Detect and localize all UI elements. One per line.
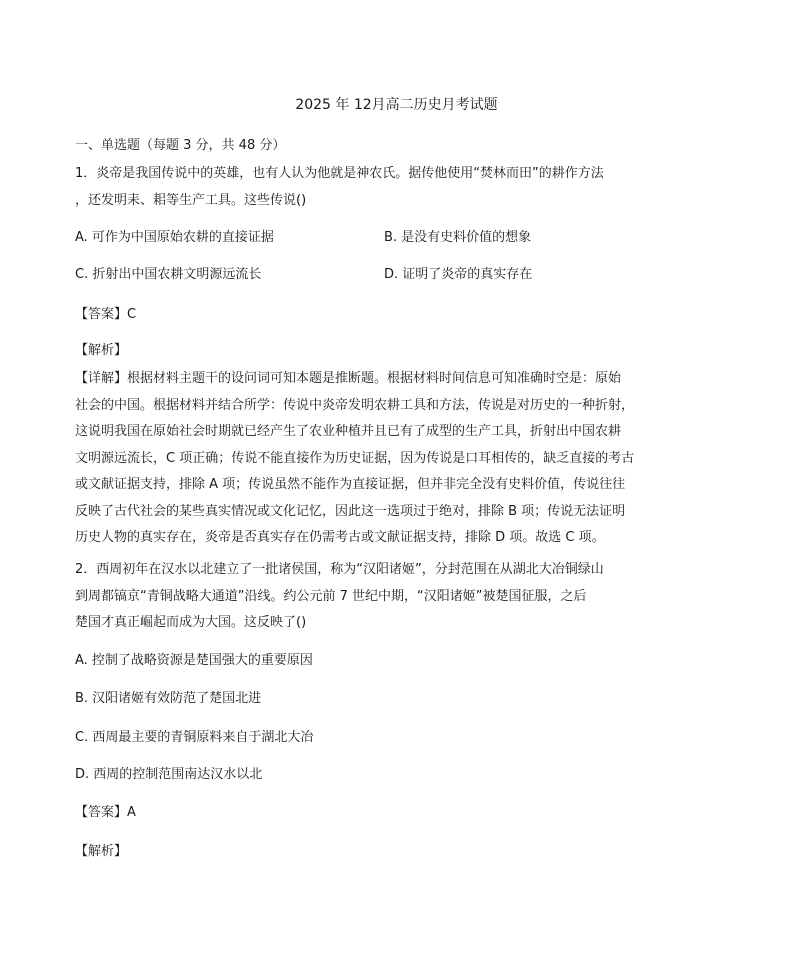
q1-detail-line-1: 【详解】根据材料主题干的设问词可知本题是推断题。根据材料时间信息可知准确时空是：原始 xyxy=(75,371,622,386)
q1-detail xyxy=(75,366,675,552)
q1-answer-value: C xyxy=(127,307,137,322)
q2-stem-line3: 楚国才真正崛起而成为大国。这反映了() xyxy=(75,615,307,630)
q1-detail-line-4: 文明源远流长，C 项正确；传说不能直接作为历史证据，因为传说是口耳相传的，缺乏直接的考古 xyxy=(75,450,635,466)
page-title: 2025 年 12月高二历史月考试题 xyxy=(295,97,498,113)
q2-option-b: B. 汉阳诸姬有效防范了楚国北进 xyxy=(75,691,262,706)
q1-option-b: B. 是没有史料价值的想象 xyxy=(384,230,532,245)
q1-detail-line-3: 这说明我国在原始社会时期就已经产生了农业种植并且已有了成型的生产工具，折射出中国农耕 xyxy=(75,424,622,439)
q2-stem-line2: 到周都镐京“青铜战略大通道”沿线。约公元前 7 世纪中期，“汉阳诸姬”被楚国征服，之后 xyxy=(75,589,587,604)
q2-answer-label: 【答案】 xyxy=(75,805,128,820)
q2-answer-value: A xyxy=(127,805,136,820)
q1-stem-line1: 1．炎帝是我国传说中的英雄，也有人认为他就是神农氏。据传他使用“焚林而田”的耕作方法 xyxy=(75,166,604,181)
q1-detail-label: 【详解】 xyxy=(75,371,128,386)
q1-detail-line-5: 或文献证据支持，排除 A 项；传说虽然不能作为直接证据，但并非完全没有史料价值，传说往往 xyxy=(75,477,626,492)
q2-option-d: D. 西周的控制范围南达汉水以北 xyxy=(75,767,263,782)
q1-option-c: C. 折射出中国农耕文明源远流长 xyxy=(75,267,262,282)
q1-analysis-label: 【解析】 xyxy=(75,343,128,358)
q2-stem-line1: 2．西周初年在汉水以北建立了一批诸侯国，称为“汉阳诸姬”，分封范围在从湖北大冶铜绿山 xyxy=(75,562,604,577)
q1-stem-line2: ，还发明耒、耜等生产工具。这些传说() xyxy=(75,193,307,208)
q1-option-a: A. 可作为中国原始农耕的直接证据 xyxy=(75,230,274,245)
q1-answer xyxy=(75,306,136,324)
q1-option-d: D. 证明了炎帝的真实存在 xyxy=(384,267,533,282)
q2-option-a: A. 控制了战略资源是楚国强大的重要原因 xyxy=(75,653,313,668)
q1-detail-line-2: 社会的中国。根据材料并结合所学：传说中炎帝发明农耕工具和方法，传说是对历史的一种折射， xyxy=(75,397,635,413)
q2-analysis-label: 【解析】 xyxy=(75,844,128,859)
q1-detail-line-6: 反映了古代社会的某些真实情况或文化记忆，因此这一选项过于绝对，排除 B 项；传说无法证明 xyxy=(75,503,626,519)
q2-answer xyxy=(75,804,136,822)
section-heading: 一、单选题（每题 3 分，共 48 分） xyxy=(75,138,286,153)
q1-detail-line-7: 历史人物的真实存在，炎帝是否真实存在仍需考古或文献证据支持，排除 D 项。故选 C 项。 xyxy=(75,530,605,545)
q2-option-c: C. 西周最主要的青铜原料来自于湖北大冶 xyxy=(75,730,314,745)
q1-answer-label: 【答案】 xyxy=(75,307,128,322)
